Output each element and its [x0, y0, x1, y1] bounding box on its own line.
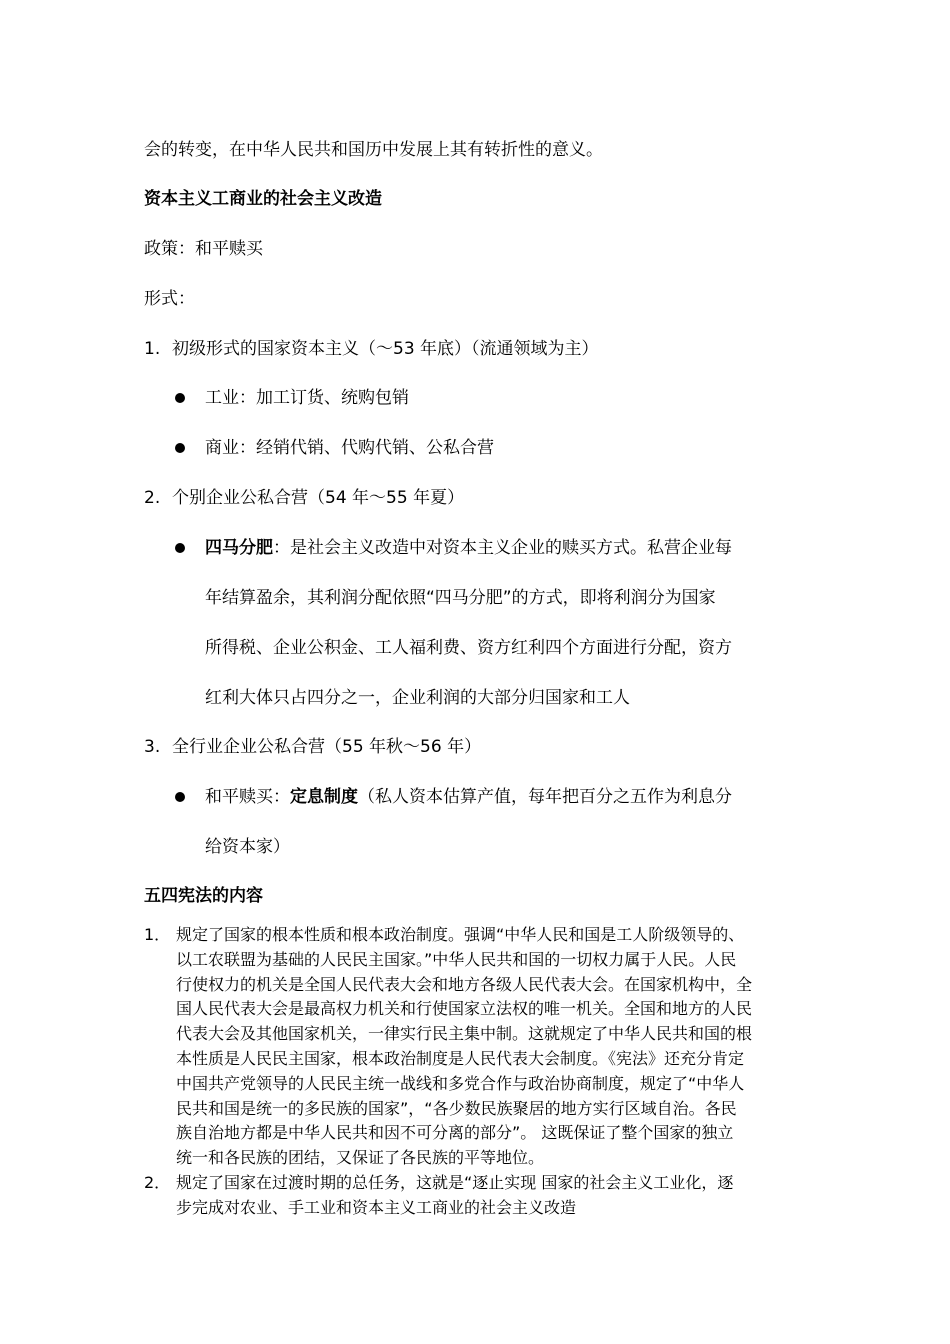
list-number: 2. — [144, 488, 161, 508]
bullet-continuation: 所得税、企业公积金、工人福利费、资方红利四个方面进行分配，资方 — [205, 638, 732, 658]
bullet-text: 工业：加工订货、统购包销 — [205, 388, 409, 408]
bullet-prefix: 和平赎买： — [205, 787, 290, 807]
bold-term: 定息制度 — [290, 787, 358, 807]
bullet-text: 商业：经销代销、代购代销、公私合营 — [205, 438, 494, 458]
paragraph-line: 中国共产党领导的人民民主统一战线和多党合作与政治协商制度，规定了“中华人 — [176, 1073, 745, 1093]
paragraph-line: 规定了国家在过渡时期的总任务，这就是“逐止实现 国家的社会主义工业化，逐 — [176, 1173, 734, 1192]
bullet-dot-icon — [175, 543, 185, 553]
paragraph-line: 规定了国家的根本性质和根本政治制度。强调“中华人民和国是工人阶级领导的、 — [176, 925, 745, 944]
section-title-constitution: 五四宪法的内容 — [144, 886, 263, 906]
intro-line: 会的转变，在中华人民共和国历中发展上其有转折性的意义。 — [144, 140, 603, 160]
paragraph-line: 代表大会及其他国家机关，一律实行民主集中制。这就规定了中华人民共和国的根 — [176, 1024, 753, 1044]
list-item-text: 全行业企业公私合营（55 年秋～56 年） — [172, 737, 482, 757]
paragraph-line: 国人民代表大会是最高权力机关和行使国家立法权的唯一机关。全国和地方的人民 — [176, 999, 753, 1019]
paragraph-line: 行使权力的机关是全国人民代表大会和地方各级人民代表大会。在国家机构中，全 — [176, 974, 753, 994]
list-number: 3. — [144, 737, 161, 757]
bullet-text-rest: （私人资本估算产值，每年把百分之五作为利息分 — [358, 787, 732, 807]
paragraph-line: 本性质是人民民主国家，根本政治制度是人民代表大会制度。《宪法》还充分肯定 — [176, 1049, 745, 1068]
bullet-text-rest: ：是社会主义改造中对资本主义企业的赎买方式。私营企业每 — [273, 538, 732, 558]
paragraph-line: 民共和国是统一的多民族的国家”，“各少数民族聚居的地方实行区域自治。各民 — [176, 1098, 737, 1118]
paragraph-line: 以工农联盟为基础的人民民主国家。”中华人民共和国的一切权力属于人民。人民 — [176, 949, 737, 969]
bold-term: 四马分肥 — [205, 538, 273, 558]
list-item-text: 个别企业公私合营（54 年～55 年夏） — [172, 488, 465, 508]
list-number: 2． — [144, 1173, 171, 1192]
bullet-text — [205, 536, 732, 560]
bullet-dot-icon — [175, 393, 185, 403]
bullet-text — [205, 785, 732, 809]
section-title-capitalist-reform: 资本主义工商业的社会主义改造 — [144, 189, 382, 209]
bullet-continuation: 红利大体只占四分之一，企业利润的大部分归国家和工人 — [205, 688, 630, 708]
paragraph-line: 步完成对农业、手工业和资本主义工商业的社会主义改造 — [176, 1197, 577, 1217]
bullet-continuation: 给资本家） — [205, 837, 290, 857]
list-number: 1． — [144, 925, 171, 944]
policy-line: 政策：和平赎买 — [144, 239, 263, 259]
bullet-continuation: 年结算盈余，其利润分配依照“四马分肥”的方式，即将利润分为国家 — [205, 588, 716, 608]
bullet-dot-icon — [175, 792, 185, 802]
paragraph-line: 族自治地方都是中华人民共和因不可分离的部分”。 这既保证了整个国家的独立 — [176, 1123, 734, 1143]
list-number: 1. — [144, 339, 161, 359]
forms-label: 形式： — [144, 289, 195, 309]
bullet-dot-icon — [175, 443, 185, 453]
list-item-text: 初级形式的国家资本主义（～53 年底）（流通领域为主） — [172, 339, 599, 359]
paragraph-line: 统一和各民族的团结，又保证了各民族的平等地位。 — [176, 1148, 545, 1168]
